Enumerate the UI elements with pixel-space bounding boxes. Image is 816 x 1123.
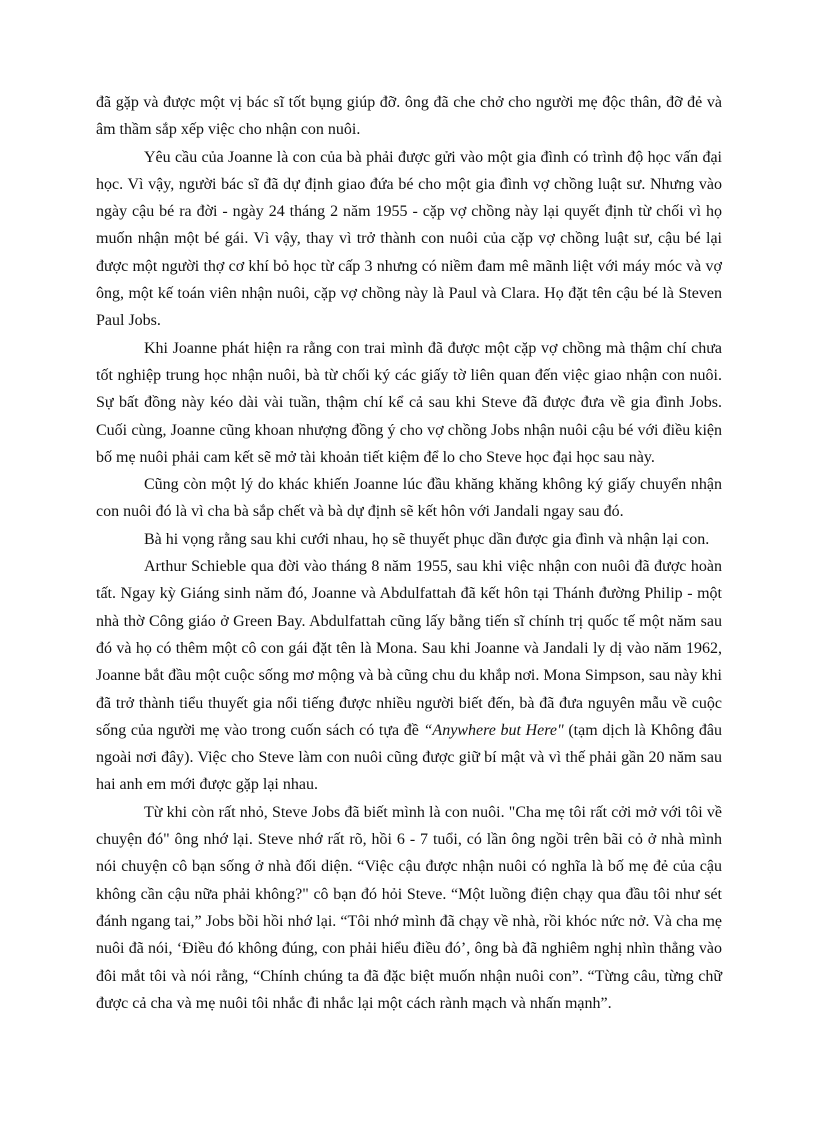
- paragraph-arthur-schieble: [96, 553, 722, 799]
- paragraph-other-reason: Cũng còn một lý do khác khiến Joanne lúc đầu khăng khăng không ký giấy chuyển nhận con nuôi đó là vì cha bà sắp chết và bà dự định sẽ kết hôn với Jandali ngay sau đó.: [96, 476, 722, 521]
- paragraph-childhood: Từ khi còn rất nhỏ, Steve Jobs đã biết mình là con nuôi. "Cha mẹ tôi rất cởi mở với tôi về chuyện đó" ông nhớ lại. Steve nhớ rất rõ, hồi 6 - 7 tuổi, có lần ông ngồi trên bãi cỏ ở nhà mình nói chuyện cô bạn sống ở nhà đối diện. “Việc cậu được nhận nuôi có nghĩa là bố mẹ đẻ của cậu không cần cậu nữa phải không?" cô bạn đó hỏi Steve. “Một luồng điện chạy qua đầu tôi như sét đánh ngang tai,” Jobs bồi hồi nhớ lại. “Tôi nhớ mình đã chạy về nhà, rồi khóc nức nở. Và cha mẹ nuôi đã nói, ‘Điều đó không đúng, con phải hiểu điều đó’, ông bà đã nghiêm nghị nhìn thẳng vào đôi mắt tôi và nói rằng, “Chính chúng ta đã đặc biệt muốn nhận nuôi con”. “Từng câu, từng chữ được cả cha và mẹ nuôi tôi nhắc đi nhắc lại một cách rành mạch và nhấn mạnh”.: [96, 803, 722, 1012]
- paragraph-text-before: Arthur Schieble qua đời vào tháng 8 năm 1955, sau khi việc nhận con nuôi đã được hoàn tất. Ngay kỳ Giáng sinh năm đó, Joanne và Abdulfattah đã kết hôn tại Thánh đường Philip - một nhà thờ Công giáo ở Green Bay. Abdulfattah cũng lấy bằng tiến sĩ chính trị quốc tế một năm sau đó và họ có thêm một cô con gái đặt tên là Mona. Sau khi Joanne và Jandali ly dị vào năm 1962, Joanne bắt đầu một cuộc sống mơ mộng và bà cũng chu du khắp nơi. Mona Simpson, sau này khi đã trở thành tiểu thuyết gia nổi tiếng được nhiều người biết đến, bà đã đưa nguyên mẫu về cuộc sống của người mẹ vào trong cuốn sách có tựa đề: [96, 558, 722, 739]
- document-page: [96, 89, 722, 1017]
- paragraph-hope: Bà hi vọng rằng sau khi cưới nhau, họ sẽ thuyết phục dần được gia đình và nhận lại con.: [144, 530, 710, 548]
- paragraph-text-after: (tạm dịch là Không đâu ngoài nơi đây). Việc cho Steve làm con nuôi cũng được giữ bí mật và vì thế phải gần 20 năm sau hai anh em mới được gặp lại nhau.: [96, 721, 722, 794]
- paragraph-joanne-request: Yêu cầu của Joanne là con của bà phải được gửi vào một gia đình có trình độ học vấn đại học. Vì vậy, người bác sĩ đã dự định giao đứa bé cho một gia đình vợ chồng luật sư. Nhưng vào ngày cậu bé ra đời - ngày 24 tháng 2 năm 1955 - cặp vợ chồng này lại quyết định từ chối vì họ muốn nhận một bé gái. Vì vậy, thay vì trở thành con nuôi của cặp vợ chồng luật sư, cậu bé lại được một người thợ cơ khí bỏ học từ cấp 3 nhưng có niềm đam mê mãnh liệt với máy móc và vợ ông, một kế toán viên nhận nuôi, cặp vợ chồng này là Paul và Clara. Họ đặt tên cậu bé là Steven Paul Jobs.: [96, 148, 722, 330]
- paragraph-continuation: đã gặp và được một vị bác sĩ tốt bụng giúp đỡ. ông đã che chở cho người mẹ độc thân, đỡ đẻ và âm thầm sắp xếp việc cho nhận con nuôi.: [96, 94, 722, 139]
- paragraph-joanne-refusal: Khi Joanne phát hiện ra rằng con trai mình đã được một cặp vợ chồng mà thậm chí chưa tốt nghiệp trung học nhận nuôi, bà từ chối ký các giấy tờ liên quan đến việc giao nhận con nuôi. Sự bất đồng này kéo dài vài tuần, thậm chí kể cả sau khi Steve đã được đưa về gia đình Jobs. Cuối cùng, Joanne cũng khoan nhượng đồng ý cho vợ chồng Jobs nhận nuôi cậu bé với điều kiện bố mẹ nuôi phải cam kết sẽ mở tài khoản tiết kiệm để lo cho Steve học đại học sau này.: [96, 339, 722, 466]
- book-title: “Anywhere but Here": [423, 721, 564, 739]
